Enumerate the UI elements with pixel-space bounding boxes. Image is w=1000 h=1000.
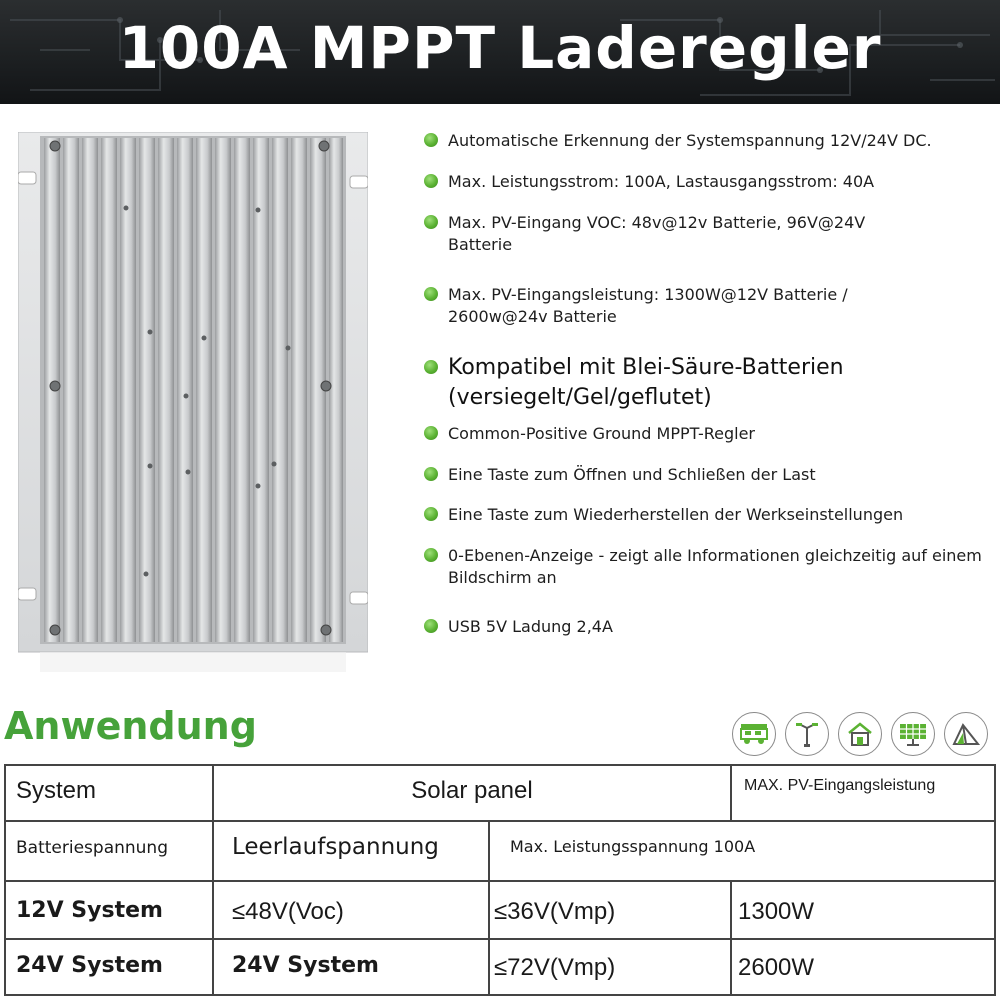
table-cell-system: 24V System	[16, 953, 163, 978]
bullet-icon	[424, 174, 438, 188]
bullet-icon	[424, 360, 438, 374]
feature-item	[424, 423, 755, 445]
feature-text: Common-Positive Ground MPPT-Regler	[448, 424, 755, 443]
table-cell-system: 12V System	[16, 898, 163, 923]
feature-item	[424, 130, 932, 152]
table-cell-vmp: ≤72V(Vmp)	[494, 954, 616, 981]
solar-panel-icon	[891, 712, 935, 756]
feature-text: Max. Leistungsstrom: 100A, Lastausgangsstrom: 40A	[448, 172, 875, 191]
application-icons	[732, 712, 988, 756]
rv-camper-icon	[732, 712, 776, 756]
feature-text: Eine Taste zum Wiederherstellen der Werkseinstellungen	[448, 505, 904, 524]
table-cell-power: 2600W	[738, 954, 815, 981]
table-header-system: System	[16, 777, 97, 804]
bullet-icon	[424, 467, 438, 481]
feature-text: Max. PV-Eingang VOC: 48v@12v Batterie, 96V@24V Batterie	[448, 213, 866, 254]
feature-text: USB 5V Ladung 2,4A	[448, 617, 613, 636]
spec-table	[4, 764, 996, 996]
table-subheader-max-power-voltage: Max. Leistungsspannung 100A	[510, 837, 756, 856]
house-icon	[838, 712, 882, 756]
feature-item	[424, 616, 613, 638]
bullet-icon	[424, 133, 438, 147]
feature-text: Kompatibel mit Blei-Säure-Batterien (versiegelt/Gel/geflutet)	[448, 355, 844, 410]
table-cell-voc: 24V System	[232, 953, 379, 978]
bullet-icon	[424, 215, 438, 229]
feature-item	[424, 504, 903, 526]
feature-text: Max. PV-Eingangsleistung: 1300W@12V Batterie / 2600w@24v Batterie	[448, 285, 848, 326]
table-header-max-pv: MAX. PV-Eingangsleistung	[744, 777, 936, 794]
feature-item	[424, 464, 816, 486]
tent-icon	[944, 712, 988, 756]
page-title: 100A MPPT Laderegler	[118, 14, 882, 82]
feature-item	[424, 545, 984, 589]
application-heading: Anwendung	[4, 704, 257, 748]
table-subheader-open-circuit: Leerlaufspannung	[232, 834, 439, 860]
feature-item	[424, 212, 924, 256]
street-lamp-icon	[785, 712, 829, 756]
feature-item	[424, 284, 924, 328]
controller-device-image	[18, 132, 368, 672]
feature-text: 0-Ebenen-Anzeige - zeigt alle Informationen gleichzeitig auf einem Bildschirm an	[448, 546, 982, 587]
table-cell-vmp: ≤36V(Vmp)	[494, 898, 616, 925]
bullet-icon	[424, 287, 438, 301]
table-subheader-battery-voltage: Batteriespannung	[16, 838, 168, 858]
feature-item	[424, 353, 924, 413]
feature-item	[424, 171, 874, 193]
feature-text: Automatische Erkennung der Systemspannung 12V/24V DC.	[448, 131, 932, 150]
bullet-icon	[424, 619, 438, 633]
table-cell-voc: ≤48V(Voc)	[232, 898, 344, 925]
table-cell-power: 1300W	[738, 898, 815, 925]
bullet-icon	[424, 548, 438, 562]
feature-text: Eine Taste zum Öffnen und Schließen der Last	[448, 465, 816, 484]
table-header-solar-panel: Solar panel	[411, 777, 533, 804]
bullet-icon	[424, 507, 438, 521]
bullet-icon	[424, 426, 438, 440]
header-banner	[0, 0, 1000, 104]
